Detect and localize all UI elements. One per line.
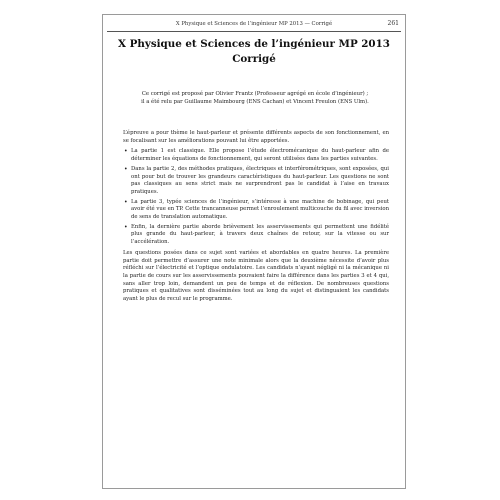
document-title [103, 37, 405, 67]
bullet-icon: • [124, 223, 128, 231]
bullet-text: Dans la partie 2, des méthodes pratiques, électriques et interférométriques, sont exposées, qui ont pour but de trouver les grandeurs caractéristiques du haut-parleur. Les questions ne sont pas classiques au sens strict mais ne surprendront pas le candidat à l’aise en travaux pratiques. [131, 165, 389, 195]
page-header [103, 19, 405, 29]
bullet-item [124, 165, 389, 197]
bullet-icon: • [124, 148, 128, 156]
page-number: 261 [387, 20, 399, 27]
conclusion-paragraph: Les questions posées dans ce sujet sont variées et abordables en quatre heures. La première partie doit permettre d’assurer une note minimale alors que la deuxième nécessite d’avoir plus réfléchi sur l’électricité et l’optique ondulatoire. Les candidats n’ayant négligé ni la mécanique ni la partie de cours sur les asservissements pouvaient faire la différence dans les parties 3 et 4 qui, sans aller trop loin, demandent un peu de temps et de réflexion. De nombreuses questions pratiques et qualitatives sont disséminées tout au long du sujet et distinguaient les candidats ayant le plus de recul sur le programme. [123, 249, 389, 303]
intro-paragraph: L’épreuve a pour thème le haut-parleur et présente différents aspects de son fonctionnement, en se focalisant sur les améliorations pouvant lui être apportées. [123, 130, 389, 144]
credits-line-1: Ce corrigé est proposé par Olivier Frantz (Professeur agrégé en école d’ingénieur) ; [141, 91, 369, 97]
bullet-item [124, 198, 389, 222]
bullet-list [123, 148, 389, 246]
document-page [102, 14, 406, 489]
bullet-item [124, 223, 389, 247]
header-rule [107, 31, 401, 32]
bullet-icon: • [124, 165, 128, 173]
bullet-item [124, 148, 389, 163]
bullet-text: Enfin, la dernière partie aborde brièvement les asservissements qui permettent une fidélité plus grande du haut-parleur, à travers deux chaînes de retour, sur la vitesse ou sur l’accélération. [131, 223, 389, 246]
credits-line-2: il a été relu par Guillaume Maimbourg (ENS Cachan) et Vincent Freulon (ENS Ulm). [141, 99, 369, 106]
bullet-icon: • [124, 198, 128, 206]
title-line-2: Corrigé [232, 53, 276, 65]
bullet-text: La partie 1 est classique. Elle propose l’étude électromécanique du haut-parleur afin de déterminer les équations de fonctionnement, qui seront utilisées dans les parties suivantes. [131, 148, 389, 163]
credits [115, 90, 395, 107]
bullet-text: La partie 3, typée sciences de l’ingénieur, s’intéresse à une machine de bobinage, qui peut avoir été vue en TP. Cette trancanneuse permet l’enroulement multicouche du fil avec inversion de sens de translation automatique. [131, 198, 389, 221]
document-body [123, 130, 389, 304]
title-line-1: X Physique et Sciences de l’ingénieur MP 2013 [118, 38, 390, 50]
running-title: X Physique et Sciences de l’ingénieur MP 2013 — Corrigé [175, 21, 333, 27]
